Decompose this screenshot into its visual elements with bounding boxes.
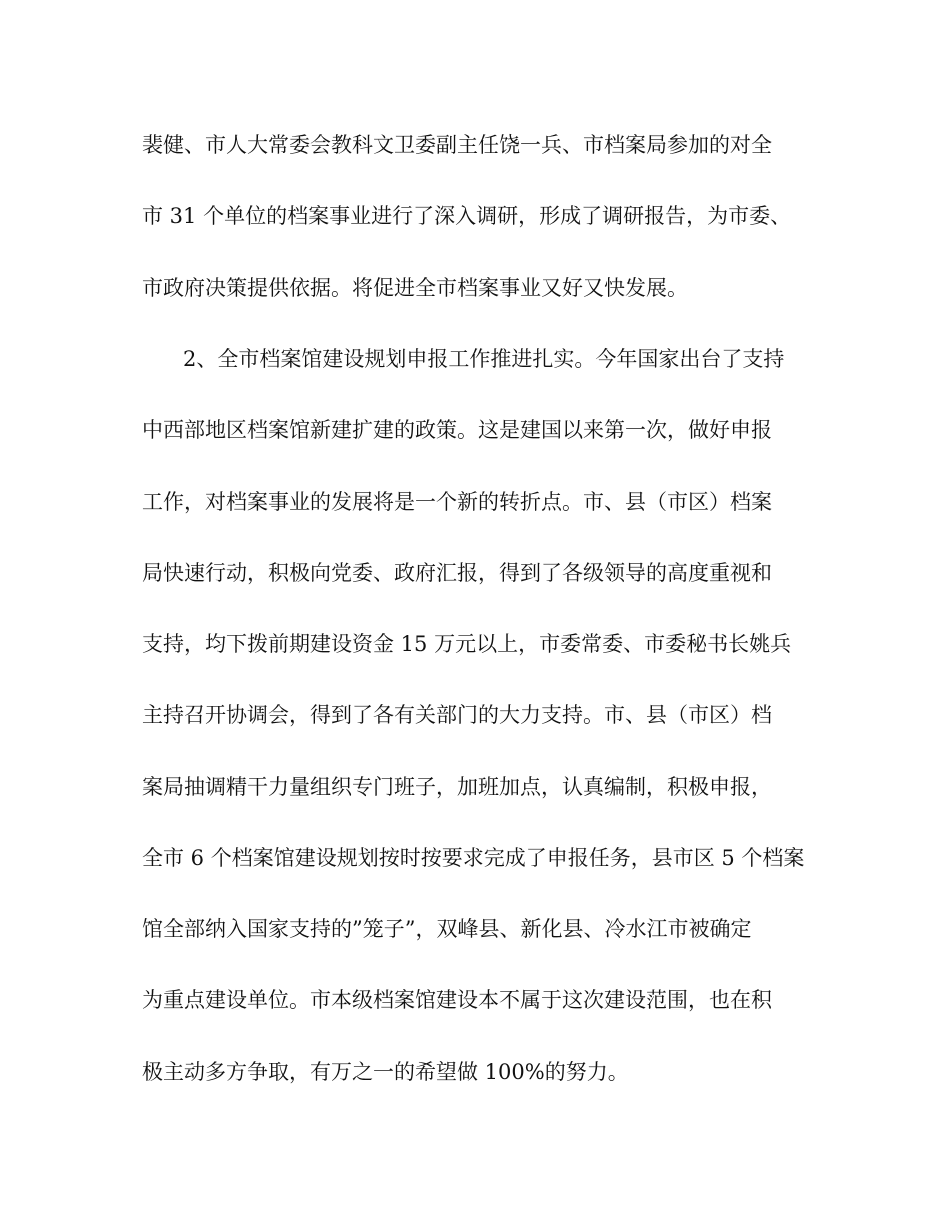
text-line: 全市 6 个档案馆建设规划按时按要求完成了申报任务，县市区 5 个档案 <box>142 846 805 870</box>
text-line: 主持召开协调会，得到了各有关部门的大力支持。市、县（市区）档 <box>142 703 772 727</box>
text-line: 中西部地区档案馆新建扩建的政策。这是建国以来第一次，做好申报 <box>142 418 772 442</box>
text-line: 工作，对档案事业的发展将是一个新的转折点。市、县（市区）档案 <box>142 490 772 514</box>
text-line: 局快速行动，积极向党委、政府汇报，得到了各级领导的高度重视和 <box>142 561 772 585</box>
text-line: 支持，均下拨前期建设资金 15 万元以上，市委常委、市委秘书长姚兵 <box>142 632 792 656</box>
text-line: 裴健、市人大常委会教科文卫委副主任饶一兵、市档案局参加的对全 <box>142 133 772 157</box>
text-line: 为重点建设单位。市本级档案馆建设本不属于这次建设范围，也在积 <box>142 988 772 1012</box>
text-line: 市政府决策提供依据。将促进全市档案事业又好又快发展。 <box>142 276 688 300</box>
text-line: 极主动多方争取，有万之一的希望做 100%的努力。 <box>142 1060 629 1084</box>
text-line: 市 31 个单位的档案事业进行了深入调研，形成了调研报告，为市委、 <box>142 204 792 228</box>
paragraph-start-line: 2、全市档案馆建设规划申报工作推进扎实。今年国家出台了支持 <box>183 347 785 371</box>
text-line: 馆全部纳入国家支持的”笼子”，双峰县、新化县、冷水江市被确定 <box>142 917 752 941</box>
text-line: 案局抽调精干力量组织专门班子，加班加点，认真编制，积极申报， <box>142 775 772 799</box>
